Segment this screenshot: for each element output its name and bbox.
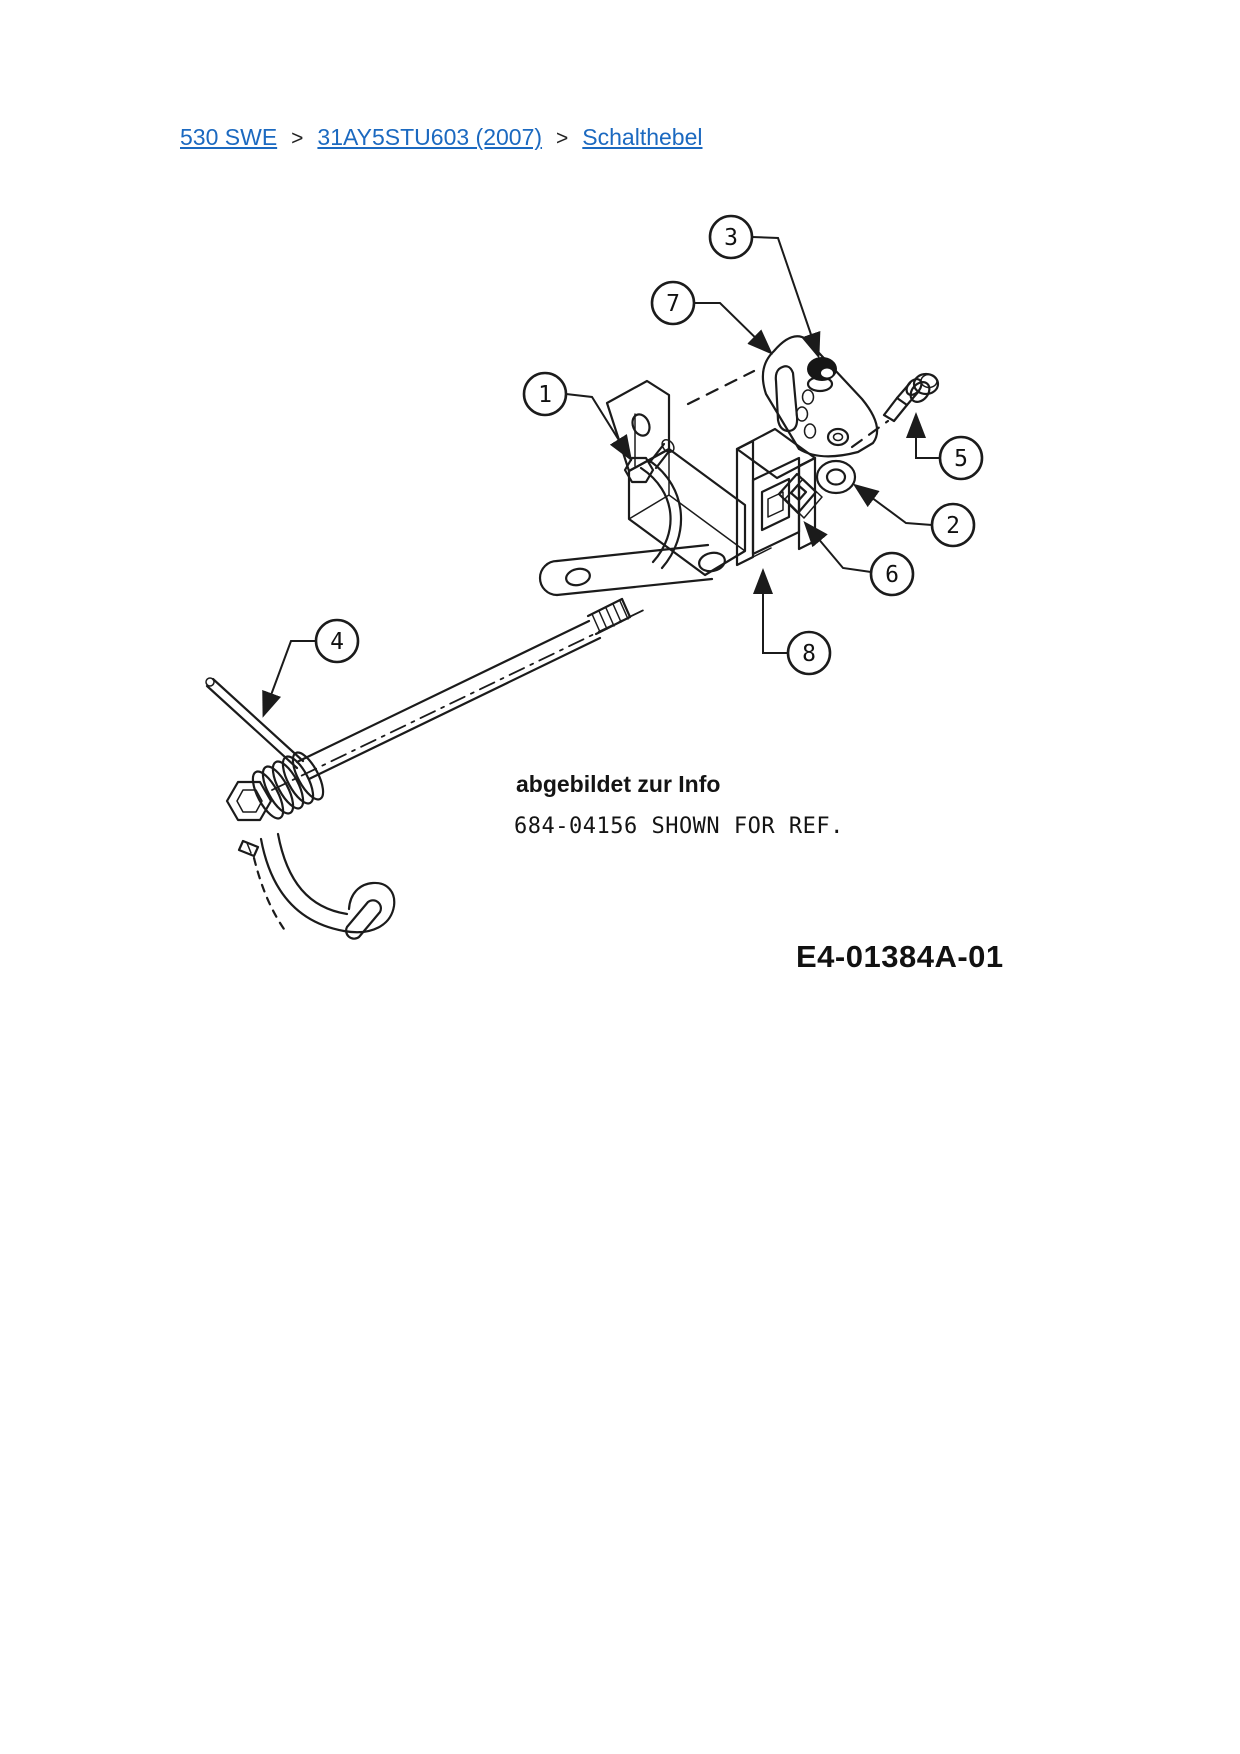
part-pivot-rod — [206, 678, 303, 768]
callout-number-7: 7 — [666, 291, 680, 317]
reference-note-english: 684-04156 SHOWN FOR REF. — [514, 814, 844, 839]
callout-number-3: 3 — [724, 225, 738, 251]
callout-1 — [524, 373, 630, 458]
breadcrumb-link-assembly[interactable]: Schalthebel — [582, 124, 703, 150]
callout-number-1: 1 — [538, 382, 552, 408]
callout-leader-5 — [916, 416, 940, 458]
breadcrumb-separator: > — [291, 127, 304, 150]
part-washer — [817, 461, 855, 493]
part-flange-nut — [807, 357, 837, 391]
callout-5 — [916, 416, 982, 479]
part-index-plate — [763, 336, 877, 456]
callout-6 — [806, 524, 913, 595]
breadcrumb-link-variant[interactable]: 31AY5STU603 (2007) — [317, 124, 543, 150]
callout-3 — [710, 216, 818, 355]
callout-leader-4 — [264, 641, 316, 714]
breadcrumb-separator: > — [556, 127, 569, 150]
callout-2 — [856, 486, 974, 546]
callout-8 — [763, 572, 830, 674]
callout-leader-2 — [856, 486, 932, 525]
alignment-dash-left — [688, 371, 754, 404]
alignment-dash-right — [852, 421, 888, 447]
callout-number-8: 8 — [802, 641, 816, 667]
callout-layer — [264, 216, 982, 714]
callout-leader-1 — [566, 394, 630, 458]
part-shoulder-bolt — [884, 374, 938, 421]
callout-leader-7 — [694, 303, 770, 352]
callout-7 — [652, 282, 770, 352]
drawing-number: E4-01384A-01 — [796, 939, 1004, 974]
callout-number-5: 5 — [954, 446, 968, 472]
callout-number-6: 6 — [885, 562, 899, 588]
breadcrumb-link-model[interactable]: 530 SWE — [180, 124, 278, 150]
reference-note-german: abgebildet zur Info — [516, 771, 721, 797]
part-spring-assembly — [227, 748, 329, 822]
part-channel-bracket — [737, 429, 815, 565]
callout-leader-8 — [763, 572, 788, 653]
callout-leader-3 — [752, 237, 818, 355]
callout-number-4: 4 — [330, 629, 344, 655]
callout-number-2: 2 — [946, 513, 960, 539]
callout-4 — [264, 620, 358, 714]
